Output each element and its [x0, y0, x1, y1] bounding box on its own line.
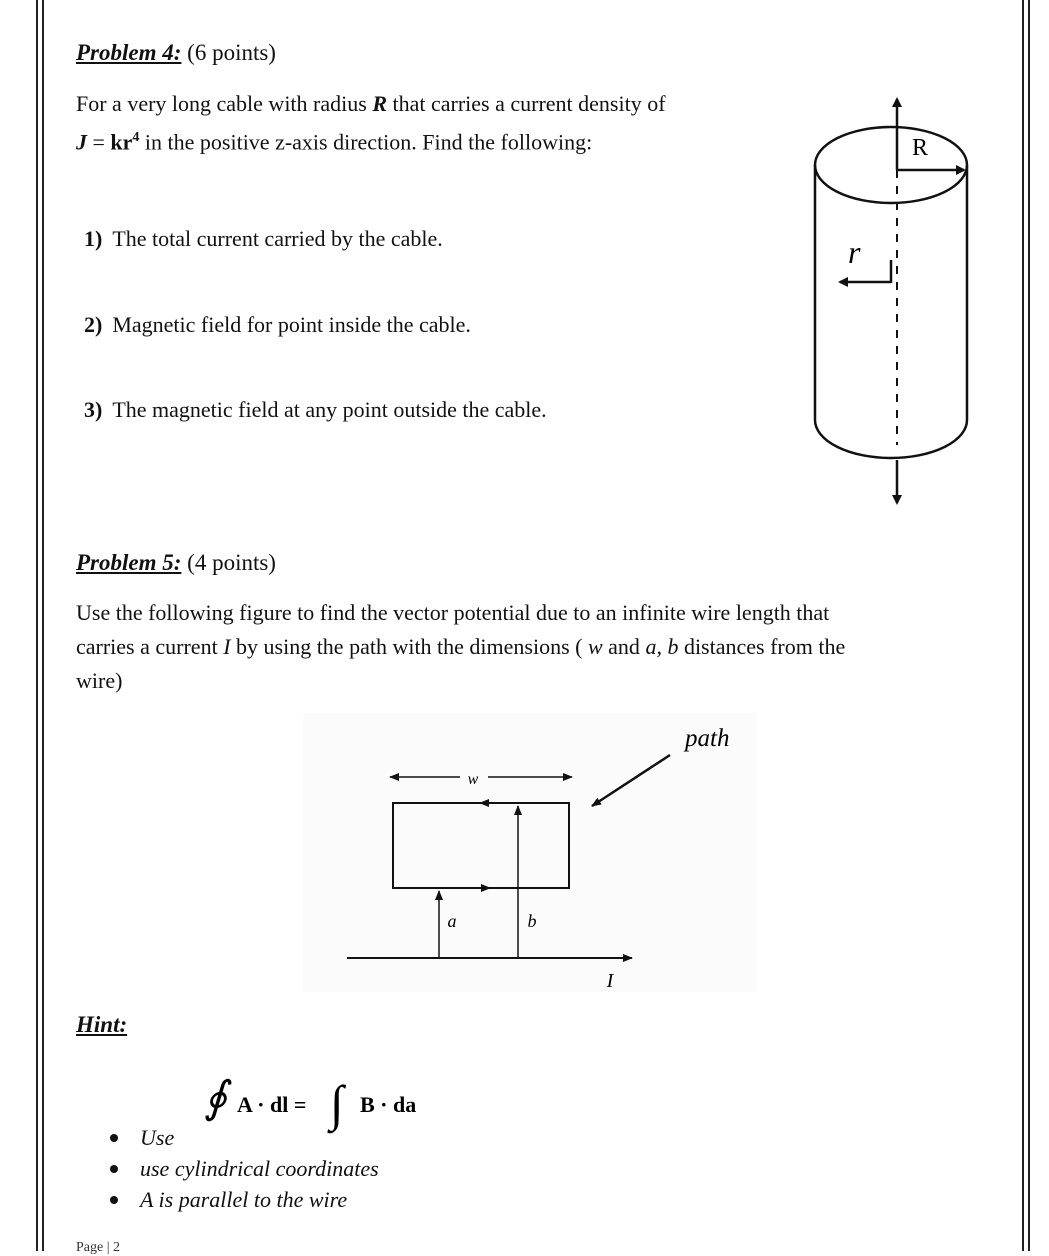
- problem4-item-2: [84, 312, 471, 338]
- wire-path-figure: [300, 710, 760, 995]
- intro-direction-text: in the positive z-axis direction. Find the following:: [139, 129, 593, 155]
- problem5-line1: Use the following figure to find the vector potential due to an infinite wire length that: [76, 600, 830, 625]
- page-number-footer: Page | 2: [76, 1240, 121, 1255]
- page-border-right-inner: [1022, 0, 1024, 1251]
- bullet-text: Use: [140, 1125, 175, 1150]
- cylinder-top-ellipse: [815, 127, 967, 203]
- density-expression: kr: [110, 129, 133, 155]
- item-number: 2): [84, 312, 103, 337]
- problem5-line3: wire): [76, 668, 123, 693]
- r-label: r: [848, 234, 861, 270]
- w-label: w: [467, 771, 479, 788]
- bullet-text: A is parallel to the wire: [140, 1187, 348, 1212]
- page-border-left-inner: [42, 0, 44, 1251]
- problem5-heading: [76, 550, 276, 576]
- current-density-symbol: J: [76, 129, 87, 155]
- item-number: 3): [84, 397, 103, 422]
- problem4-heading: [76, 40, 276, 66]
- equation-rhs: B · da: [360, 1092, 417, 1117]
- problem4-points: (6 points): [181, 40, 276, 65]
- hint-label: Hint:: [76, 1012, 128, 1037]
- ab-symbols: a, b: [645, 634, 679, 659]
- current-label: I: [606, 970, 614, 992]
- w-symbol: w: [587, 634, 603, 659]
- path-label: path: [685, 725, 730, 752]
- hint-bullet-2: [110, 1156, 379, 1182]
- page-border-left-outer: [36, 0, 38, 1251]
- bullet-dot: [110, 1134, 118, 1142]
- cylinder-bottom-arc: [815, 420, 967, 458]
- integral-symbol: ∫: [330, 1075, 344, 1131]
- radius-symbol: R: [372, 91, 387, 116]
- item-text: The magnetic field at any point outside the cable.: [112, 397, 547, 422]
- problem4-intro-line2: [76, 121, 592, 159]
- problem5-label: Problem 5:: [76, 550, 182, 575]
- contour-integral-symbol: ∮: [204, 1073, 227, 1122]
- bullet-dot: [110, 1165, 118, 1173]
- item-number: 1): [84, 226, 103, 251]
- equals-sign: =: [87, 129, 111, 155]
- text: and: [602, 634, 646, 659]
- text: distances from the: [678, 634, 846, 659]
- problem5-points: (4 points): [181, 550, 276, 575]
- problem4-intro-line1: [76, 87, 666, 121]
- problem4-label: Problem 4:: [76, 40, 182, 65]
- text: carries a current: [76, 634, 224, 659]
- bullet-dot: [110, 1196, 118, 1204]
- current-symbol: I: [223, 634, 231, 659]
- hint-equation: [200, 1068, 445, 1138]
- intro-text: For a very long cable with radius: [76, 91, 373, 116]
- hint-bullet-1: [110, 1125, 174, 1151]
- figure-background: [303, 713, 757, 992]
- cable-cylinder-figure: [800, 85, 990, 515]
- problem5-line2: [76, 630, 845, 664]
- item-text: The total current carried by the cable.: [112, 226, 443, 251]
- intro-text-cont: that carries a current density of: [387, 91, 666, 116]
- bullet-text: use cylindrical coordinates: [140, 1156, 379, 1181]
- hint-bullet-3: [110, 1187, 347, 1213]
- density-exponent: 4: [132, 130, 140, 145]
- equation-lhs: A · dl =: [237, 1092, 307, 1117]
- page-border-right-outer: [1028, 0, 1030, 1251]
- a-label: a: [447, 911, 457, 931]
- problem4-item-3: [84, 397, 547, 423]
- radius-label: R: [912, 135, 929, 161]
- item-text: Magnetic field for point inside the cable.: [112, 312, 471, 337]
- text: by using the path with the dimensions (: [230, 634, 588, 659]
- b-label: b: [527, 911, 537, 931]
- problem4-item-1: [84, 226, 443, 252]
